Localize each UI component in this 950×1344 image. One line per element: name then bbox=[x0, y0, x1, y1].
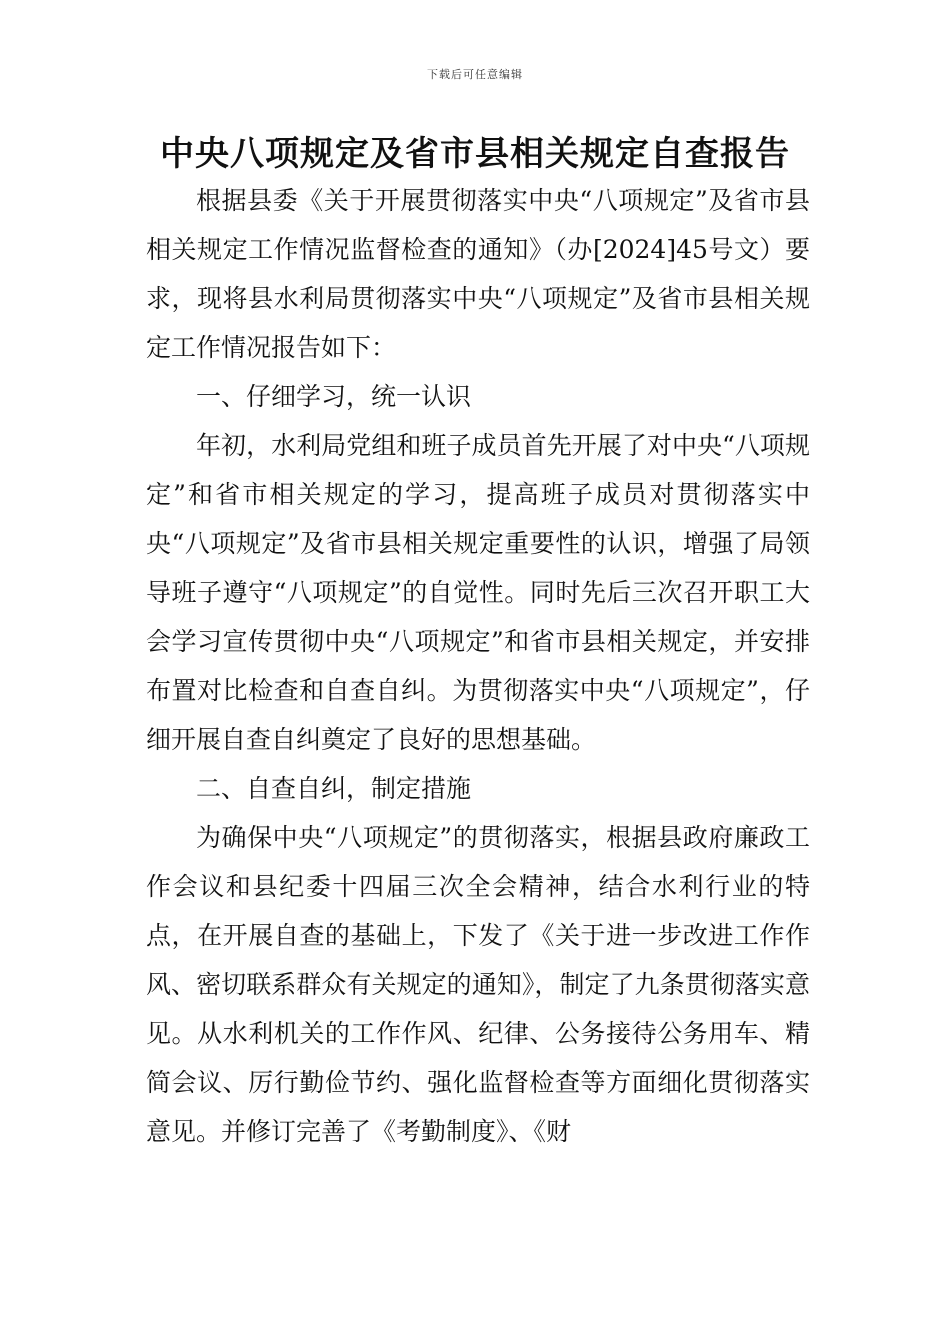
document-body bbox=[146, 176, 810, 1156]
page-title: 中央八项规定及省市县相关规定自查报告 bbox=[160, 134, 790, 174]
section-heading-2: 二、自查自纠，制定措施 bbox=[196, 774, 472, 803]
header-note: 下载后可任意编辑 bbox=[427, 68, 523, 81]
section-paragraph-2: 为确保中央“八项规定”的贯彻落实，根据县政府廉政工作会议和县纪委十四届三次全会精神，结合水利行业的特点，在开展自查的基础上，下发了《关于进一步改进工作作风、密切联系群众有关规定的通知》，制定了九条贯彻落实意见。从水利机关的工作作风、纪律、公务接待公务用车、精简会议、厉行勤俭节约、强化监督检查等方面细化贯彻落实意见。并修订完善了《考勤制度》、《财 bbox=[146, 823, 810, 1146]
intro-paragraph: 根据县委《关于开展贯彻落实中央“八项规定”及省市县相关规定工作情况监督检查的通知》（办[2024]45号文）要求，现将县水利局贯彻落实中央“八项规定”及省市县相关规定工作情况报告如下： bbox=[146, 186, 810, 362]
section-paragraph-1: 年初，水利局党组和班子成员首先开展了对中央“八项规定”和省市相关规定的学习，提高班子成员对贯彻落实中央“八项规定”及省市县相关规定重要性的认识，增强了局领导班子遵守“八项规定”的自觉性。同时先后三次召开职工大会学习宣传贯彻中央“八项规定”和省市县相关规定，并安排布置对比检查和自查自纠。为贯彻落实中央“八项规定”，仔细开展自查自纠奠定了良好的思想基础。 bbox=[146, 431, 810, 754]
section-heading-1: 一、仔细学习，统一认识 bbox=[196, 382, 472, 411]
